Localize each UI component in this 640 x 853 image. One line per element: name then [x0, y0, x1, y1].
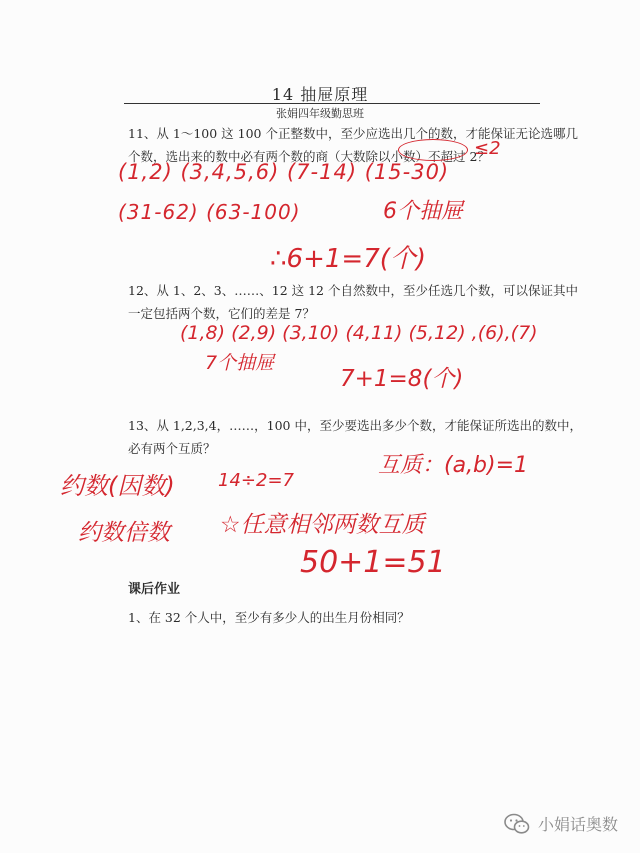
homework-heading: 课后作业: [128, 582, 181, 597]
question-13-line-2: 必有两个互质？: [128, 441, 216, 456]
handwritten-q13-calc: 14÷2=7: [218, 470, 294, 491]
page-title: 14 抽屉原理: [271, 85, 369, 104]
question-11-line-2: 个数，选出来的数中必有两个数的商（大数除以小数）不超过 2？: [128, 149, 490, 164]
wechat-icon: [504, 813, 530, 835]
handwritten-q13-answer: 50+1=51: [300, 545, 446, 580]
homework-question-1: 1、在 32 个人中，至少有多少人的出生月份相同？: [128, 610, 410, 625]
handwritten-q11-drawers: 6个抽屉: [383, 199, 463, 224]
question-12: [128, 279, 578, 325]
handwritten-q12-drawers: 7个抽屉: [205, 352, 275, 374]
question-12-line-1: 12、从 1、2、3、……、12 这 12 个自然数中，至少任选几个数，可以保证其中: [128, 283, 578, 298]
question-12-line-2: 一定包括两个数，它们的差是 7？: [128, 306, 315, 321]
handwritten-q11-note: ≤2: [474, 138, 501, 159]
watermark-text: 小娟话奥数: [537, 815, 618, 834]
handwritten-q13-rule: ☆任意相邻两数互质: [220, 512, 425, 538]
watermark: [504, 812, 618, 835]
page-subtitle: 张娟四年级勤思班: [276, 107, 364, 120]
handwritten-q12-pairs: (1,8) (2,9) (3,10) (4,11) (5,12) ,(6),(7): [180, 322, 538, 344]
handwritten-q13-note-left: 约数(因数): [60, 472, 175, 500]
question-13-line-1: 13、从 1,2,3,4，……，100 中，至少要选出多少个数，才能保证所选出的数中，: [128, 418, 582, 433]
question-11-line-1: 11、从 1～100 这 100 个正整数中，至少应选出几个的数，才能保证无论选哪几: [128, 126, 578, 141]
handwritten-q11-groups-row2: (31-62) (63-100): [118, 200, 301, 224]
handwritten-circle-mark: [398, 139, 468, 161]
handwritten-q11-answer: ∴6+1=7(个): [270, 244, 427, 274]
title-divider: [124, 103, 540, 104]
handwritten-q11-groups-row1: (1,2) (3,4,5,6) (7-14) (15-30): [118, 160, 450, 184]
handwritten-q12-answer: 7+1=8(个): [340, 366, 464, 392]
handwritten-q13-multiples: 约数倍数: [78, 520, 170, 546]
handwritten-q13-coprime: 互质：(a,b)=1: [378, 453, 529, 478]
